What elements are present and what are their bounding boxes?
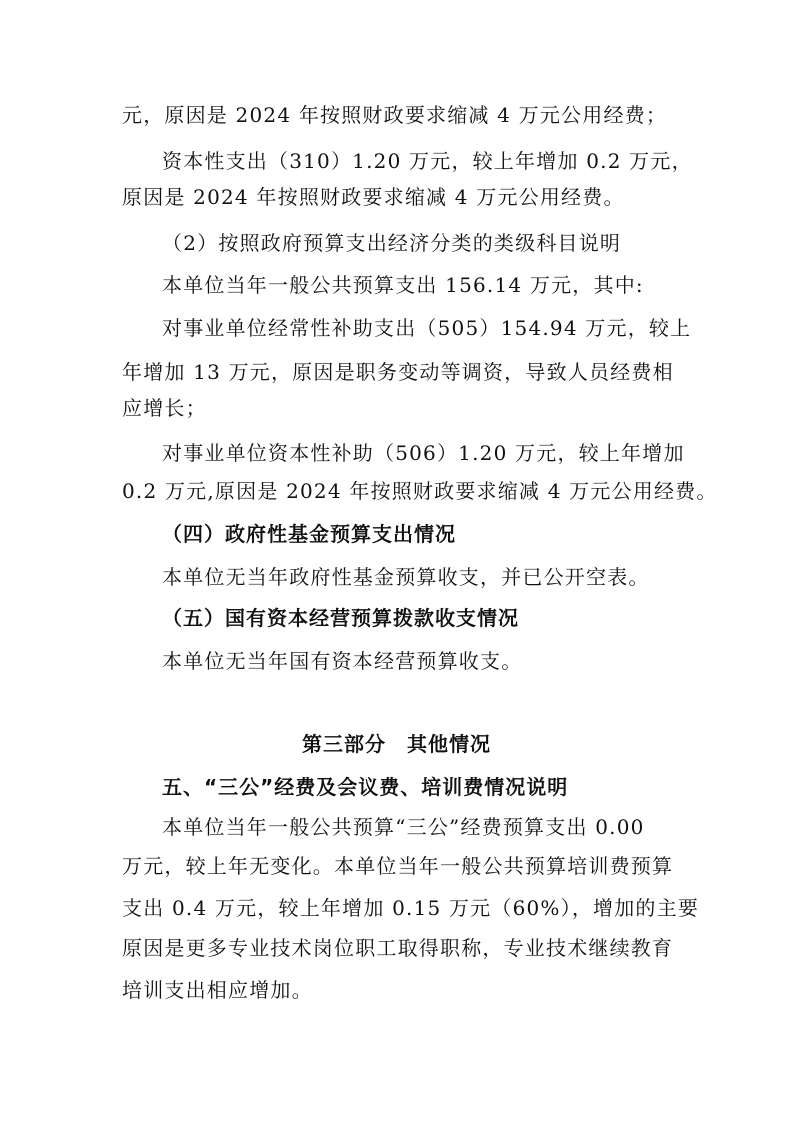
text-line: 本单位当年一般公共预算“三公”经费预算支出 0.00 — [162, 815, 645, 839]
text-line: 对事业单位资本性补助（506）1.20 万元，较上年增加 — [162, 441, 685, 465]
text-line: 本单位无当年政府性基金预算收支，并已公开空表。 — [162, 565, 650, 589]
text-line: 培训支出相应增加。 — [122, 978, 313, 1002]
part-title: 第三部分 其他情况 — [302, 732, 491, 756]
text-line: 万元，较上年无变化。本单位当年一般公共预算培训费预算 — [122, 854, 674, 878]
text-line: （2）按照政府预算支出经济分类的类级科目说明 — [162, 231, 622, 255]
text-line: 0.2 万元,原因是 2024 年按照财政要求缩减 4 万元公用经费。 — [122, 479, 718, 503]
section-heading: （五）国有资本经营预算拨款收支情况 — [162, 606, 519, 630]
text-line: 应增长； — [122, 396, 207, 420]
text-line: 原因是更多专业技术岗位职工取得职称，专业技术继续教育 — [122, 936, 674, 960]
text-line: 年增加 13 万元，原因是职务变动等调资，导致人员经费相 — [122, 360, 674, 384]
text-line: 资本性支出（310）1.20 万元，较上年增加 0.2 万元， — [162, 149, 693, 173]
section-heading: （四）政府性基金预算支出情况 — [162, 522, 456, 546]
text-line: 本单位当年一般公共预算支出 156.14 万元，其中: — [162, 273, 644, 297]
text-line: 本单位无当年国有资本经营预算收支。 — [162, 649, 523, 673]
text-line: 元，原因是 2024 年按照财政要求缩减 4 万元公用经费； — [122, 103, 668, 127]
section-heading: 五、“三公”经费及会议费、培训费情况说明 — [162, 775, 569, 799]
text-line: 支出 0.4 万元，较上年增加 0.15 万元（60%），增加的主要 — [122, 896, 700, 920]
text-line: 对事业单位经常性补助支出（505）154.94 万元，较上 — [162, 316, 692, 340]
text-line: 原因是 2024 年按照财政要求缩减 4 万元公用经费。 — [122, 185, 625, 209]
